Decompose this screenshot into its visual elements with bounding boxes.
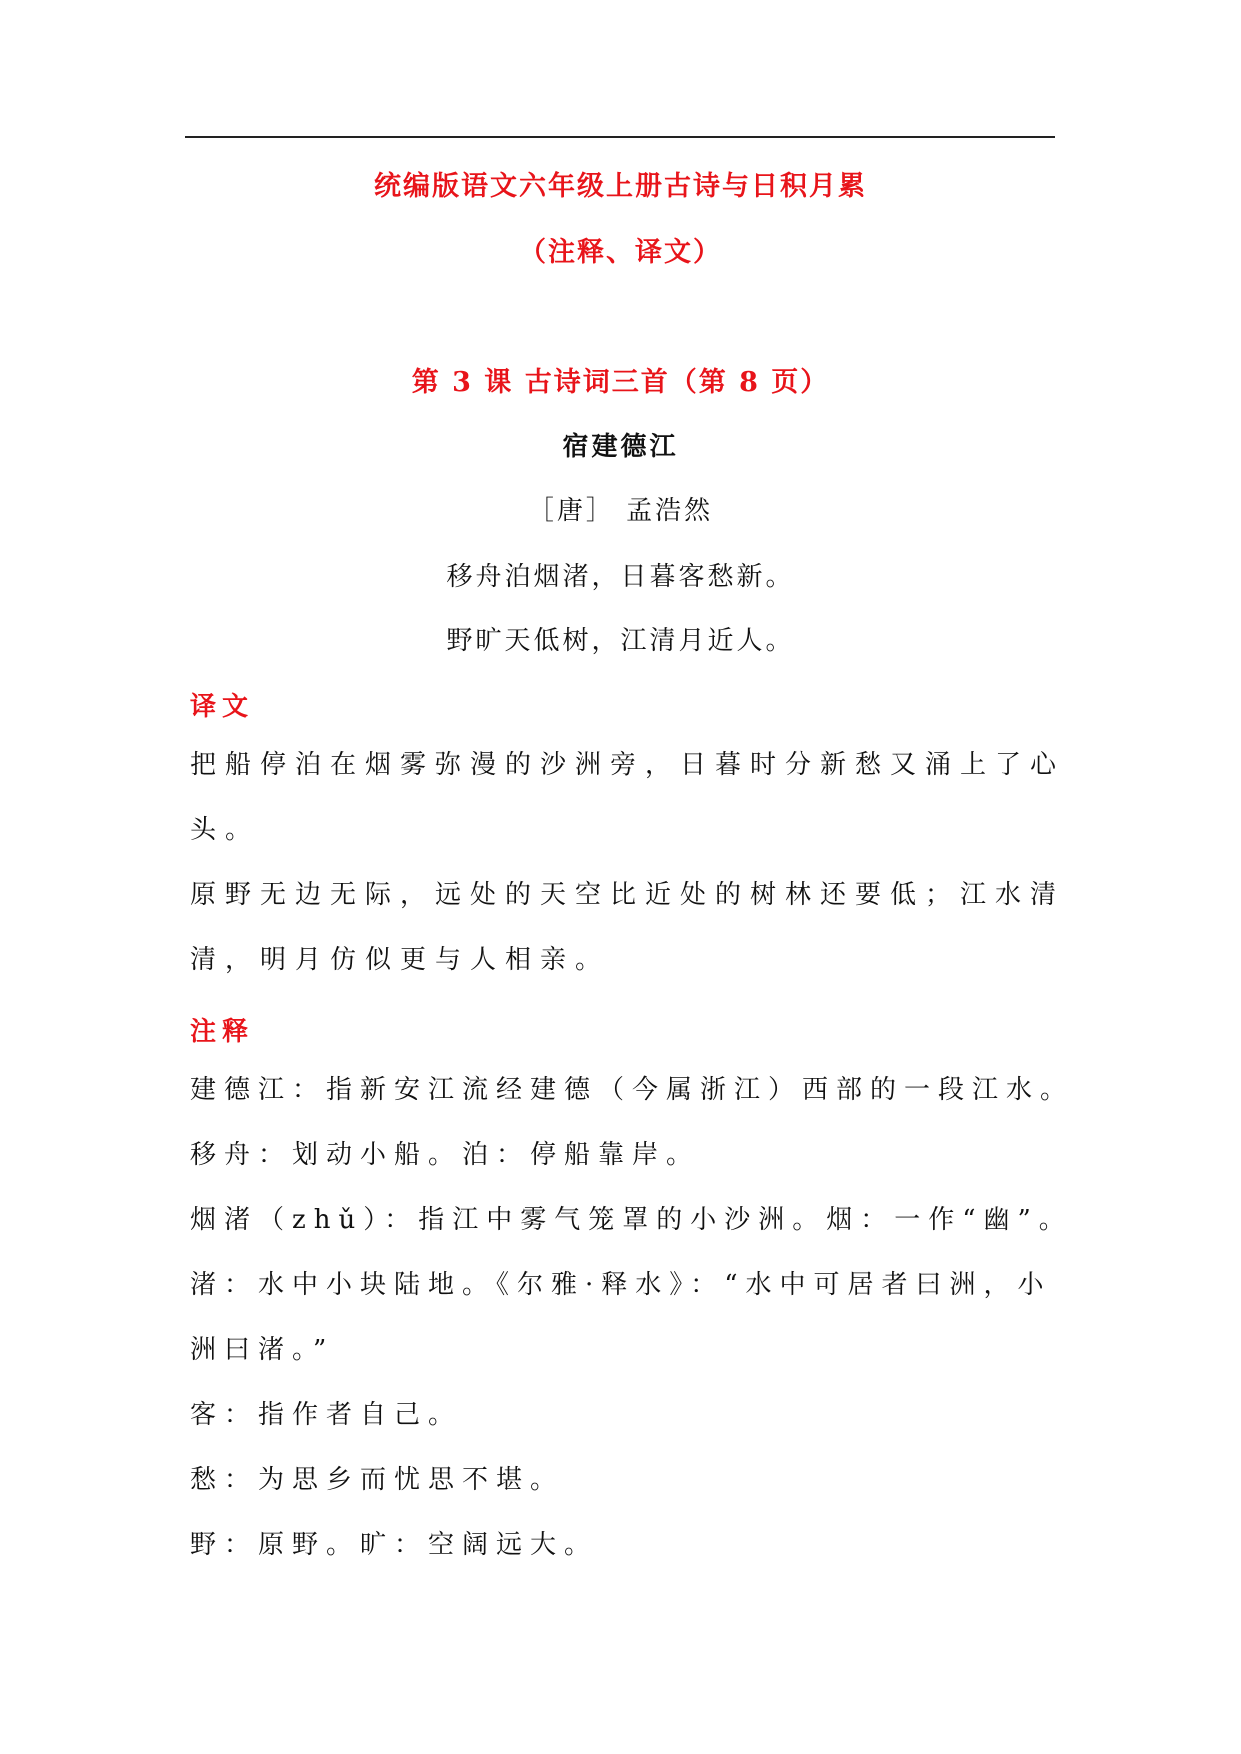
note-item: 烟渚（zhǔ）：指江中雾气笼罩的小沙洲。烟：一作“幽”。 bbox=[190, 1205, 1073, 1235]
note-item: 野：原野。旷：空阔远大。 bbox=[190, 1530, 599, 1560]
poem-title: 宿建德江 bbox=[562, 432, 679, 462]
note-item: 渚：水中小块陆地。《尔雅·释水》：“水中可居者曰洲，小洲曰渚。” bbox=[190, 1270, 1052, 1365]
lesson-heading: 第 3 课 古诗词三首（第 8 页） bbox=[411, 367, 830, 398]
translation-paragraph: 把船停泊在烟雾弥漫的沙洲旁，日暮时分新愁又涌上了心头。 bbox=[190, 750, 1066, 845]
poem-author: ［唐］ 孟浩然 bbox=[527, 496, 714, 526]
note-item: 愁：为思乡而忧思不堪。 bbox=[190, 1465, 565, 1495]
poem-verse: 移舟泊烟渚，日暮客愁新。 bbox=[446, 562, 795, 592]
translation-paragraph: 原野无边无际，远处的天空比近处的树林还要低；江水清清，明月仿似更与人相亲。 bbox=[190, 880, 1066, 975]
document-title: 统编版语文六年级上册古诗与日积月累 bbox=[374, 171, 867, 202]
poem-verse: 野旷天低树，江清月近人。 bbox=[446, 626, 795, 656]
translation-heading: 译文 bbox=[190, 692, 255, 722]
note-item: 建德江：指新安江流经建德（今属浙江）西部的一段江水。 bbox=[190, 1075, 1075, 1105]
note-item: 移舟：划动小船。泊：停船靠岸。 bbox=[190, 1140, 701, 1170]
note-item: 客：指作者自己。 bbox=[190, 1400, 463, 1430]
notes-list bbox=[190, 1058, 1075, 1578]
top-rule bbox=[185, 136, 1055, 138]
document-subtitle: （注释、译文） bbox=[519, 237, 722, 268]
notes-heading: 注释 bbox=[190, 1017, 255, 1047]
